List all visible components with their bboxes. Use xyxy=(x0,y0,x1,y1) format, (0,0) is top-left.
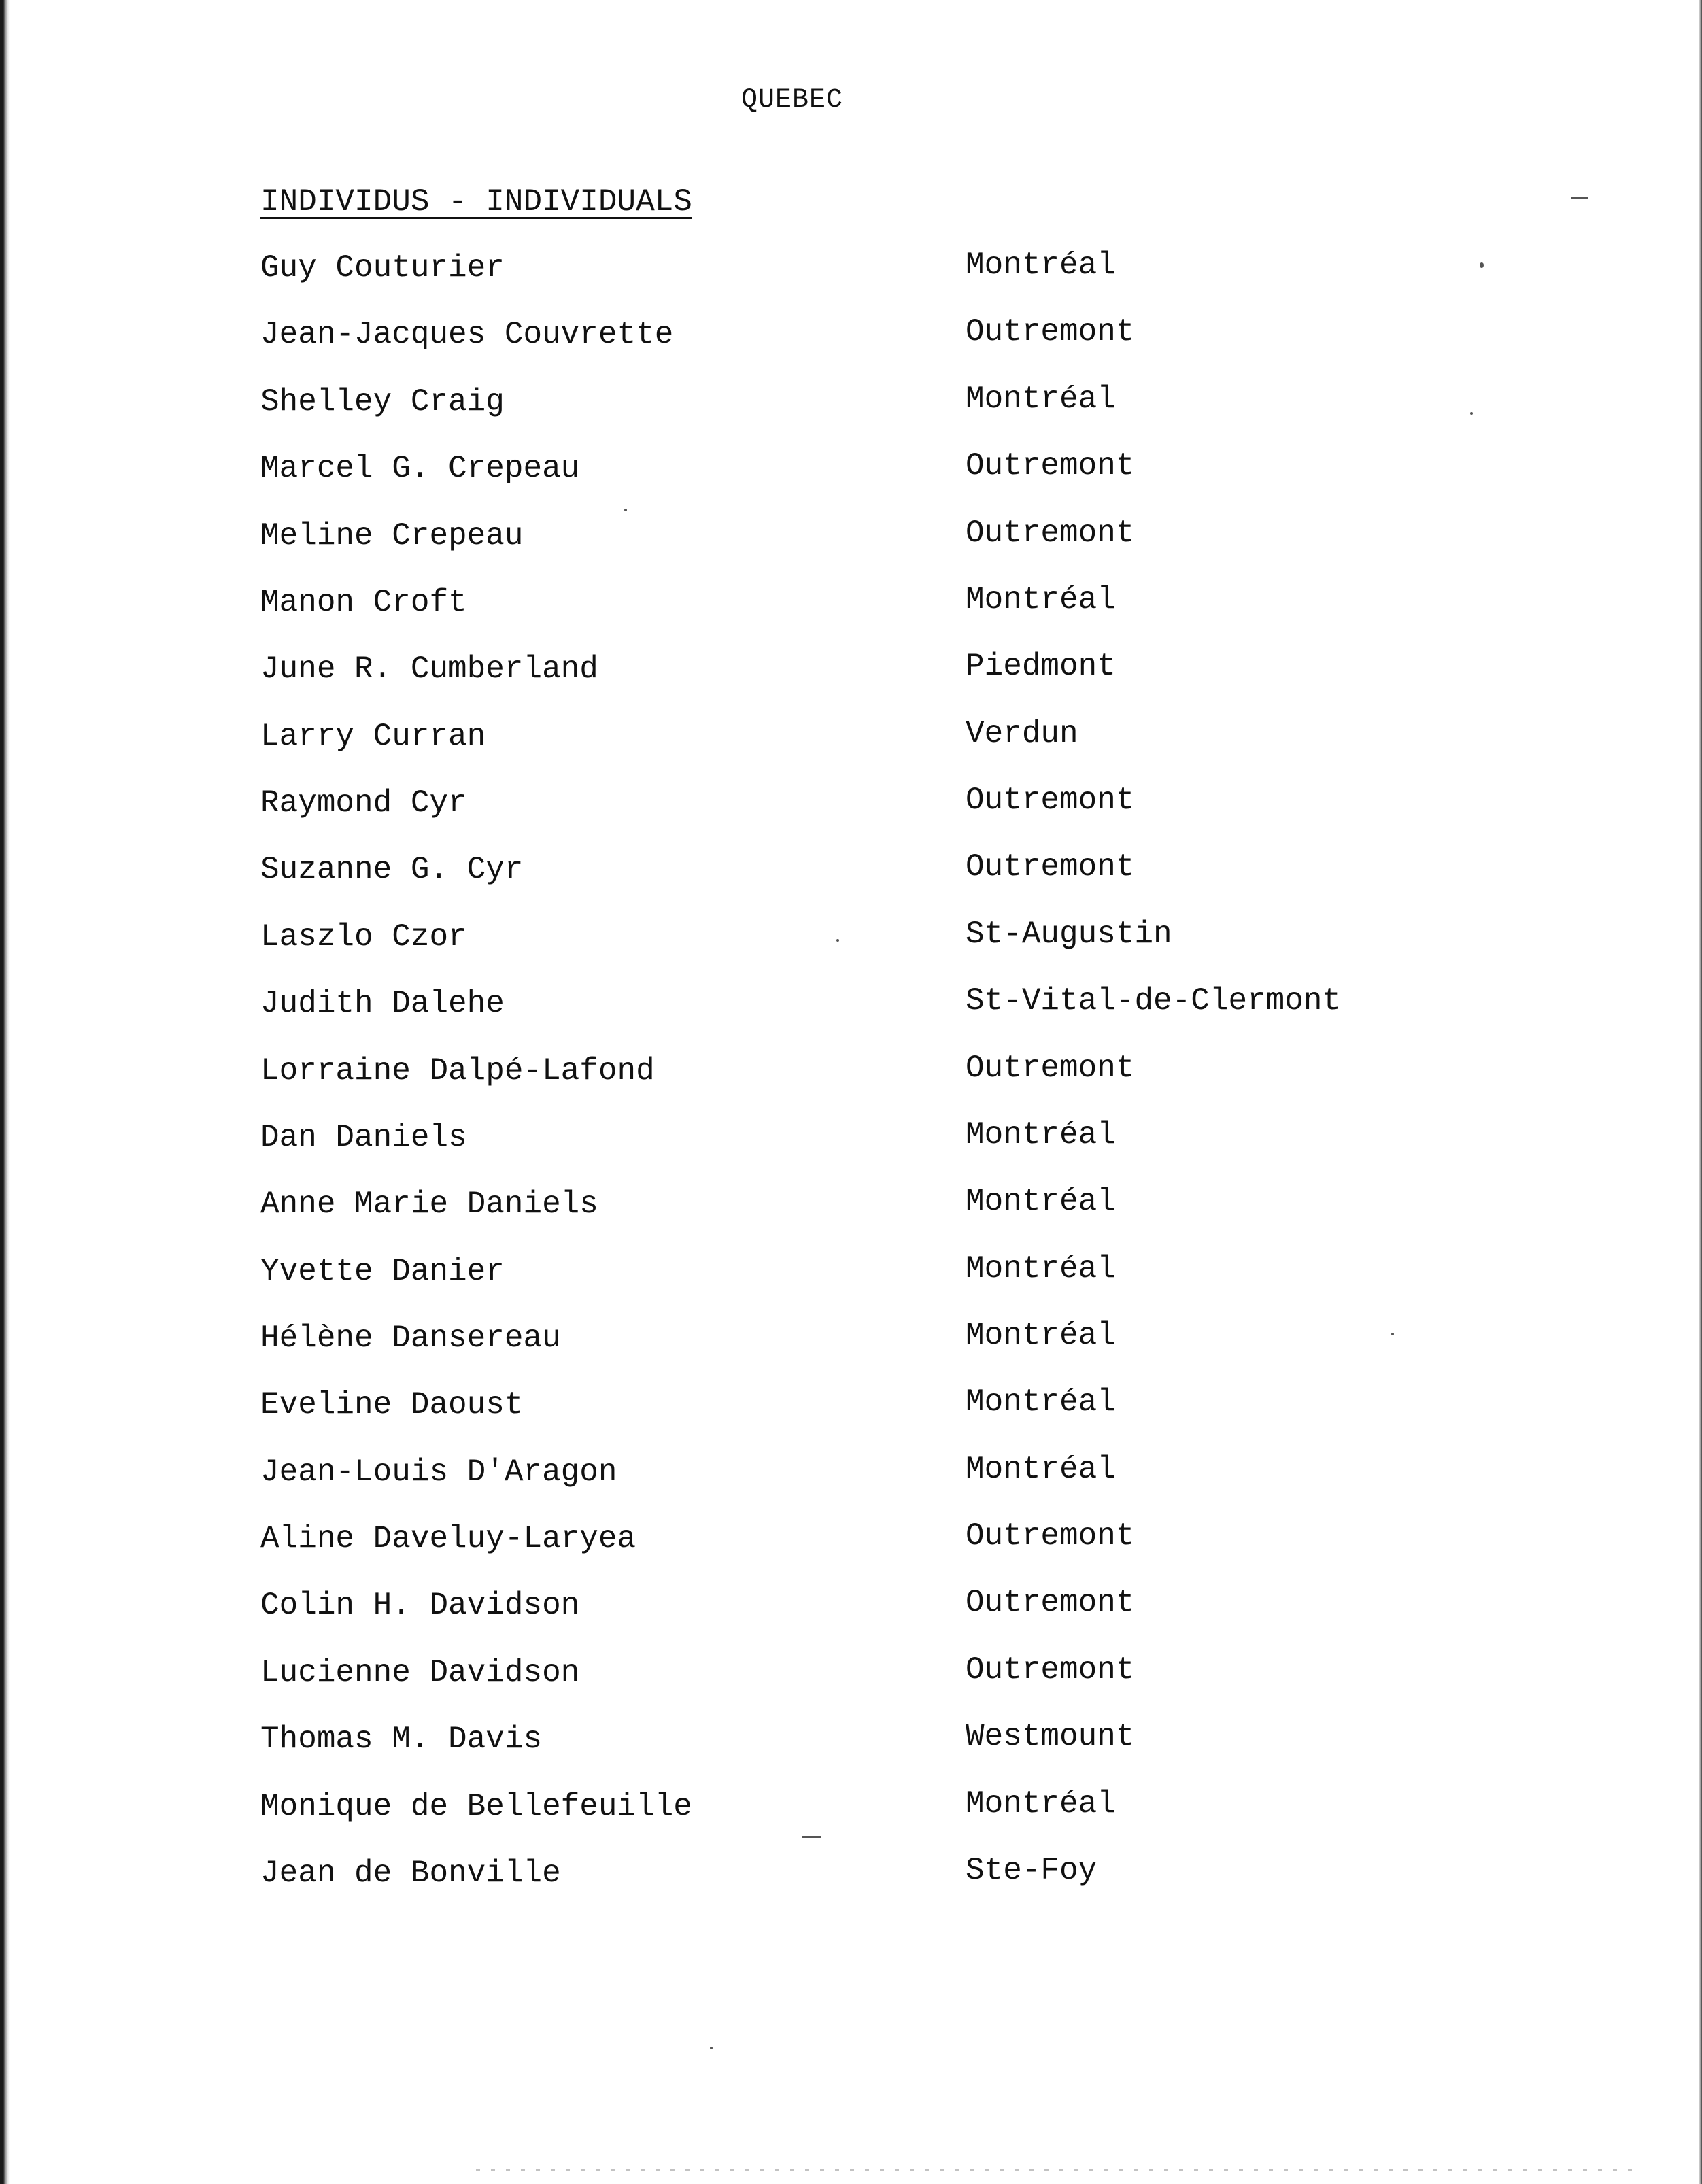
entry-city: Montréal xyxy=(966,1786,1116,1822)
entry-city: Outremont xyxy=(966,448,1135,483)
list-item xyxy=(0,712,1702,761)
entry-name: Jean-Jacques Couvrette xyxy=(260,317,674,352)
entry-name: Raymond Cyr xyxy=(260,785,467,821)
entry-city: Montréal xyxy=(966,1318,1116,1353)
entry-name: Shelley Craig xyxy=(260,384,505,420)
list-item xyxy=(0,1514,1702,1563)
list-item xyxy=(0,1113,1702,1162)
list-item xyxy=(0,1046,1702,1095)
entry-city: Outremont xyxy=(966,515,1135,551)
list-item xyxy=(0,912,1702,961)
entry-city: Montréal xyxy=(966,1251,1116,1286)
entry-name: Lorraine Dalpé-Lafond xyxy=(260,1053,655,1089)
list-item xyxy=(0,1448,1702,1497)
entry-name: Jean de Bonville xyxy=(260,1856,561,1891)
entry-city: Montréal xyxy=(966,1384,1116,1420)
entry-city: Montréal xyxy=(966,1117,1116,1153)
entry-city: Verdun xyxy=(966,716,1078,751)
entry-name: Marcel G. Crepeau xyxy=(260,451,580,486)
entry-name: Monique de Bellefeuille xyxy=(260,1789,692,1824)
entry-city: Outremont xyxy=(966,1518,1135,1554)
entry-name: Hélène Dansereau xyxy=(260,1320,561,1356)
entry-city: Outremont xyxy=(966,783,1135,818)
entry-name: Aline Daveluy-Laryea xyxy=(260,1521,636,1556)
entry-city: Outremont xyxy=(966,849,1135,885)
entry-city: Montréal xyxy=(966,381,1116,417)
list-item xyxy=(0,1782,1702,1831)
list-item xyxy=(0,310,1702,359)
entry-name: Suzanne G. Cyr xyxy=(260,852,524,887)
list-item xyxy=(0,1581,1702,1630)
list-item xyxy=(0,1849,1702,1898)
list-item xyxy=(0,377,1702,426)
list-item xyxy=(0,645,1702,694)
list-item xyxy=(0,444,1702,493)
list-item xyxy=(0,578,1702,627)
entry-name: Laszlo Czor xyxy=(260,919,467,955)
entry-city: Montréal xyxy=(966,1452,1116,1487)
entry-city: St-Vital-de-Clermont xyxy=(966,983,1342,1019)
scan-noise xyxy=(476,2169,1632,2171)
list-item xyxy=(0,979,1702,1028)
entry-city: Outremont xyxy=(966,1585,1135,1620)
entry-city: Ste-Foy xyxy=(966,1853,1097,1888)
scan-speck xyxy=(802,1836,821,1838)
entry-name: Colin H. Davidson xyxy=(260,1588,580,1623)
entry-name: Larry Curran xyxy=(260,719,486,754)
entry-city: Piedmont xyxy=(966,649,1116,684)
entry-name: Dan Daniels xyxy=(260,1120,467,1155)
entry-name: Jean-Louis D'Aragon xyxy=(260,1454,617,1490)
scan-speck xyxy=(836,939,839,942)
scan-speck xyxy=(1391,1333,1394,1335)
list-item xyxy=(0,511,1702,560)
entry-name: Anne Marie Daniels xyxy=(260,1187,598,1222)
entry-name: Lucienne Davidson xyxy=(260,1655,580,1690)
entry-name: June R. Cumberland xyxy=(260,651,598,687)
list-item xyxy=(0,845,1702,894)
scan-speck xyxy=(1480,262,1484,268)
entry-city: Montréal xyxy=(966,1184,1116,1219)
entry-name: Manon Croft xyxy=(260,585,467,620)
entry-city: Outremont xyxy=(966,314,1135,349)
list-item xyxy=(0,1648,1702,1697)
list-item xyxy=(0,1715,1702,1764)
entry-city: Westmount xyxy=(966,1719,1135,1754)
scan-speck xyxy=(1571,197,1588,199)
list-item xyxy=(0,1247,1702,1296)
entry-name: Thomas M. Davis xyxy=(260,1722,543,1757)
list-item xyxy=(0,1314,1702,1363)
entry-name: Eveline Daoust xyxy=(260,1387,524,1422)
scan-speck xyxy=(710,2047,713,2049)
entry-city: Outremont xyxy=(966,1051,1135,1086)
entry-city: Montréal xyxy=(966,248,1116,283)
entry-name: Yvette Danier xyxy=(260,1254,505,1289)
entry-name: Meline Crepeau xyxy=(260,518,524,553)
entry-name: Judith Dalehe xyxy=(260,986,505,1021)
section-heading: INDIVIDUS - INDIVIDUALS xyxy=(260,184,692,220)
list-item xyxy=(0,1180,1702,1229)
entry-city: Outremont xyxy=(966,1652,1135,1688)
entry-city: St-Augustin xyxy=(966,917,1172,952)
scan-speck xyxy=(624,509,627,511)
list-item xyxy=(0,243,1702,292)
list-item xyxy=(0,779,1702,827)
entry-city: Montréal xyxy=(966,582,1116,617)
list-item xyxy=(0,1380,1702,1429)
scan-speck xyxy=(1470,412,1473,415)
page-title: QUEBEC xyxy=(741,85,844,116)
entry-name: Guy Couturier xyxy=(260,250,505,286)
